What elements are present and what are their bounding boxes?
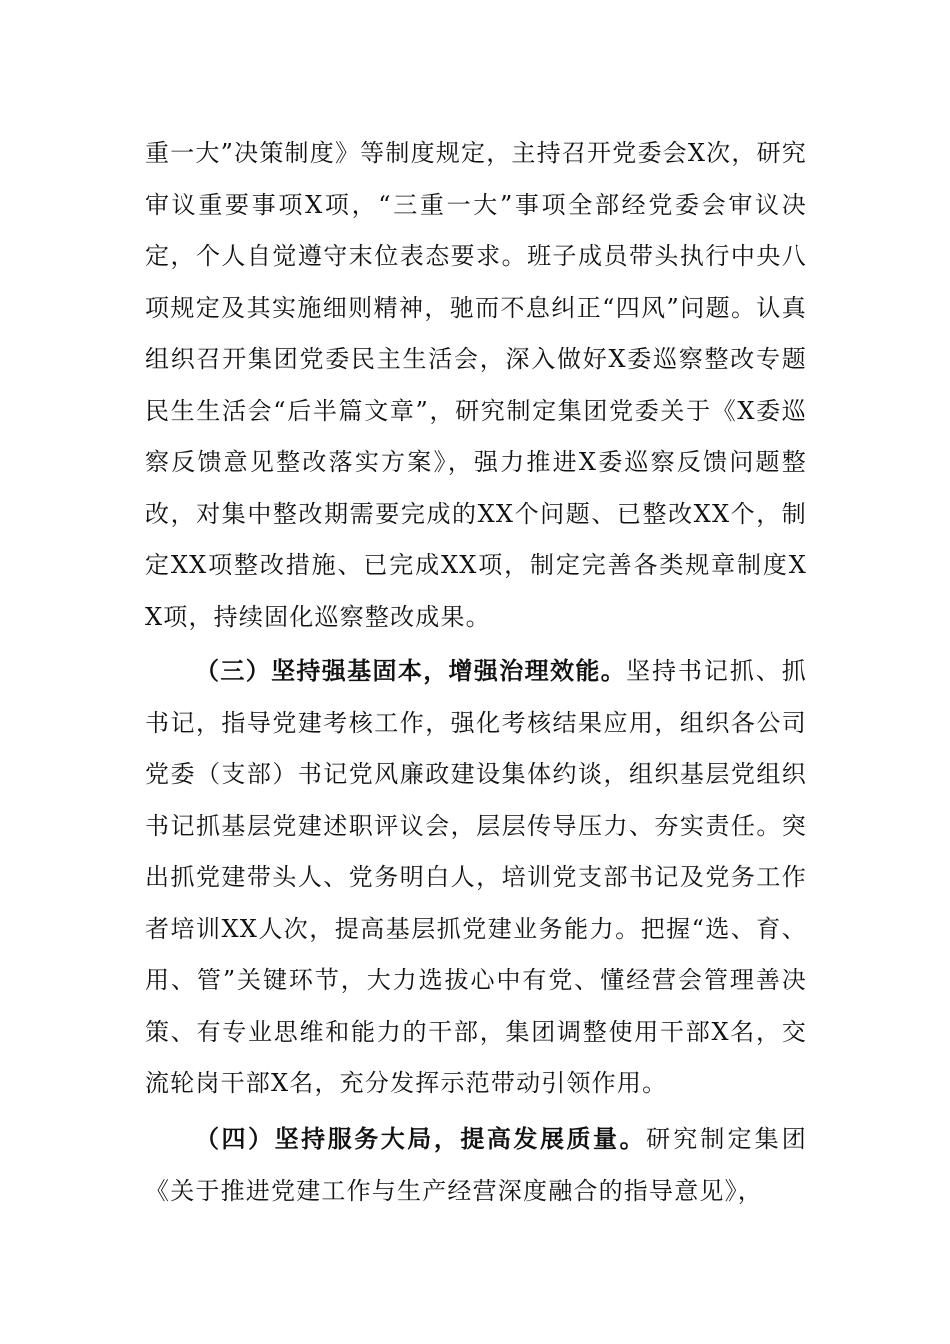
paragraph-body: 重一大”决策制度》等制度规定，主持召开党委会X次，研究审议重要事项X项，“三重一大”事项全部经党委会审议决定，个人自觉遵守末位表态要求。班子成员带头执行中央八项规定及其实施细则精神，驰而不息纠正“四风”问题。认真组织召开集团党委民主生活会，深入做好X委巡察整改专题民生生活会“后半篇文章”，研究制定集团党委关于《X委巡察反馈意见整改落实方案》，强力推进X委巡察反馈问题整改，对集中整改期需要完成的XX个问题、已整改XX个，制定XX项整改措施、已完成XX项，制定完善各类规章制度XX项，持续固化巡察整改成果。 — [145, 139, 807, 631]
paragraph-body: 坚持书记抓、抓书记，指导党建考核工作，强化考核结果应用，组织各公司党委（支部）书记党风廉政建设集体约谈，组织基层党组织书记抓基层党建述职评议会，层层传导压力、夯实责任。突出抓党建带头人、党务明白人，培训党支部书记及党务工作者培训XX人次，提高基层抓党建业务能力。把握“选、育、用、管”关键环节，大力选拔心中有党、懂经营会管理善决策、有专业思维和能力的干部，集团调整使用干部X名，交流轮岗干部X名，充分发挥示范带动引领作用。 — [145, 657, 807, 1097]
paragraph-body: 研究制定集团《关于推进党建工作与生产经营深度融合的指导意见》， — [145, 1125, 808, 1205]
section-heading: （四）坚持服务大局，提高发展质量。 — [195, 1125, 647, 1153]
paragraph-section-3 — [145, 646, 807, 1110]
paragraph-continuation — [145, 128, 807, 643]
paragraph-section-4 — [145, 1114, 807, 1217]
section-heading: （三）坚持强基固本，增强治理效能。 — [195, 657, 627, 685]
